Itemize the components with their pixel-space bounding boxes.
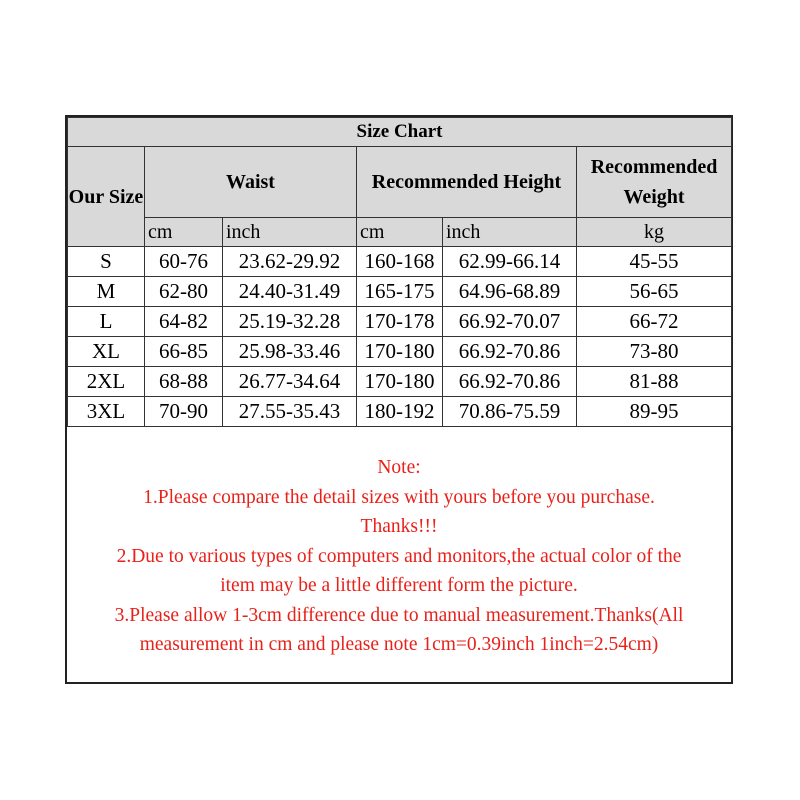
note-line: 3.Please allow 1-3cm difference due to manual measurement.Thanks(All [114,604,684,626]
cell-size: 2XL [68,367,145,397]
unit-waist-cm: cm [145,218,223,247]
cell-waist-cm: 60-76 [145,247,223,277]
size-chart [65,115,733,684]
cell-height-cm: 170-180 [357,337,443,367]
notes-section [67,427,731,660]
cell-waist-inch: 25.19-32.28 [223,307,357,337]
note-line: measurement in cm and please note 1cm=0.39inch 1inch=2.54cm) [139,634,659,655]
cell-waist-inch: 26.77-34.64 [223,367,357,397]
cell-height-inch: 64.96-68.89 [443,277,577,307]
note-line: 2.Due to various types of computers and monitors,the actual color of the [116,545,682,567]
header-waist: Waist [145,147,357,218]
cell-height-inch: 70.86-75.59 [443,397,577,427]
note-heading: Note: [377,457,421,478]
table-row [68,337,732,367]
table-row [68,397,732,427]
cell-height-cm: 170-178 [357,307,443,337]
header-our-size: Our Size [68,147,145,247]
cell-height-cm: 160-168 [357,247,443,277]
unit-height-inch: inch [443,218,577,247]
cell-waist-inch: 25.98-33.46 [223,337,357,367]
cell-weight-kg: 73-80 [577,337,732,367]
cell-waist-inch: 23.62-29.92 [223,247,357,277]
cell-waist-inch: 27.55-35.43 [223,397,357,427]
table-row [68,367,732,397]
cell-height-cm: 165-175 [357,277,443,307]
cell-waist-cm: 68-88 [145,367,223,397]
cell-weight-kg: 56-65 [577,277,732,307]
cell-weight-kg: 45-55 [577,247,732,277]
unit-waist-inch: inch [223,218,357,247]
cell-height-inch: 66.92-70.86 [443,337,577,367]
cell-height-cm: 170-180 [357,367,443,397]
cell-weight-kg: 66-72 [577,307,732,337]
cell-waist-cm: 66-85 [145,337,223,367]
cell-size: S [68,247,145,277]
cell-height-inch: 66.92-70.07 [443,307,577,337]
cell-waist-inch: 24.40-31.49 [223,277,357,307]
note-line: Thanks!!! [360,516,438,537]
note-line: 1.Please compare the detail sizes with yours before you purchase. [143,486,655,508]
table-row [68,247,732,277]
cell-size: M [68,277,145,307]
header-recommended-height: Recommended Height [357,147,577,218]
header-recommended-weight: Recommended Weight [577,147,732,218]
cell-height-cm: 180-192 [357,397,443,427]
unit-weight-kg: kg [577,218,732,247]
cell-weight-kg: 89-95 [577,397,732,427]
unit-height-cm: cm [357,218,443,247]
cell-height-inch: 66.92-70.86 [443,367,577,397]
cell-size: 3XL [68,397,145,427]
table-row [68,307,732,337]
cell-weight-kg: 81-88 [577,367,732,397]
cell-waist-cm: 62-80 [145,277,223,307]
cell-size: XL [68,337,145,367]
note-line: item may be a little different form the picture. [220,575,578,596]
size-table [67,117,732,427]
table-row [68,277,732,307]
cell-height-inch: 62.99-66.14 [443,247,577,277]
cell-waist-cm: 64-82 [145,307,223,337]
cell-waist-cm: 70-90 [145,397,223,427]
cell-size: L [68,307,145,337]
chart-title: Size Chart [68,118,732,147]
